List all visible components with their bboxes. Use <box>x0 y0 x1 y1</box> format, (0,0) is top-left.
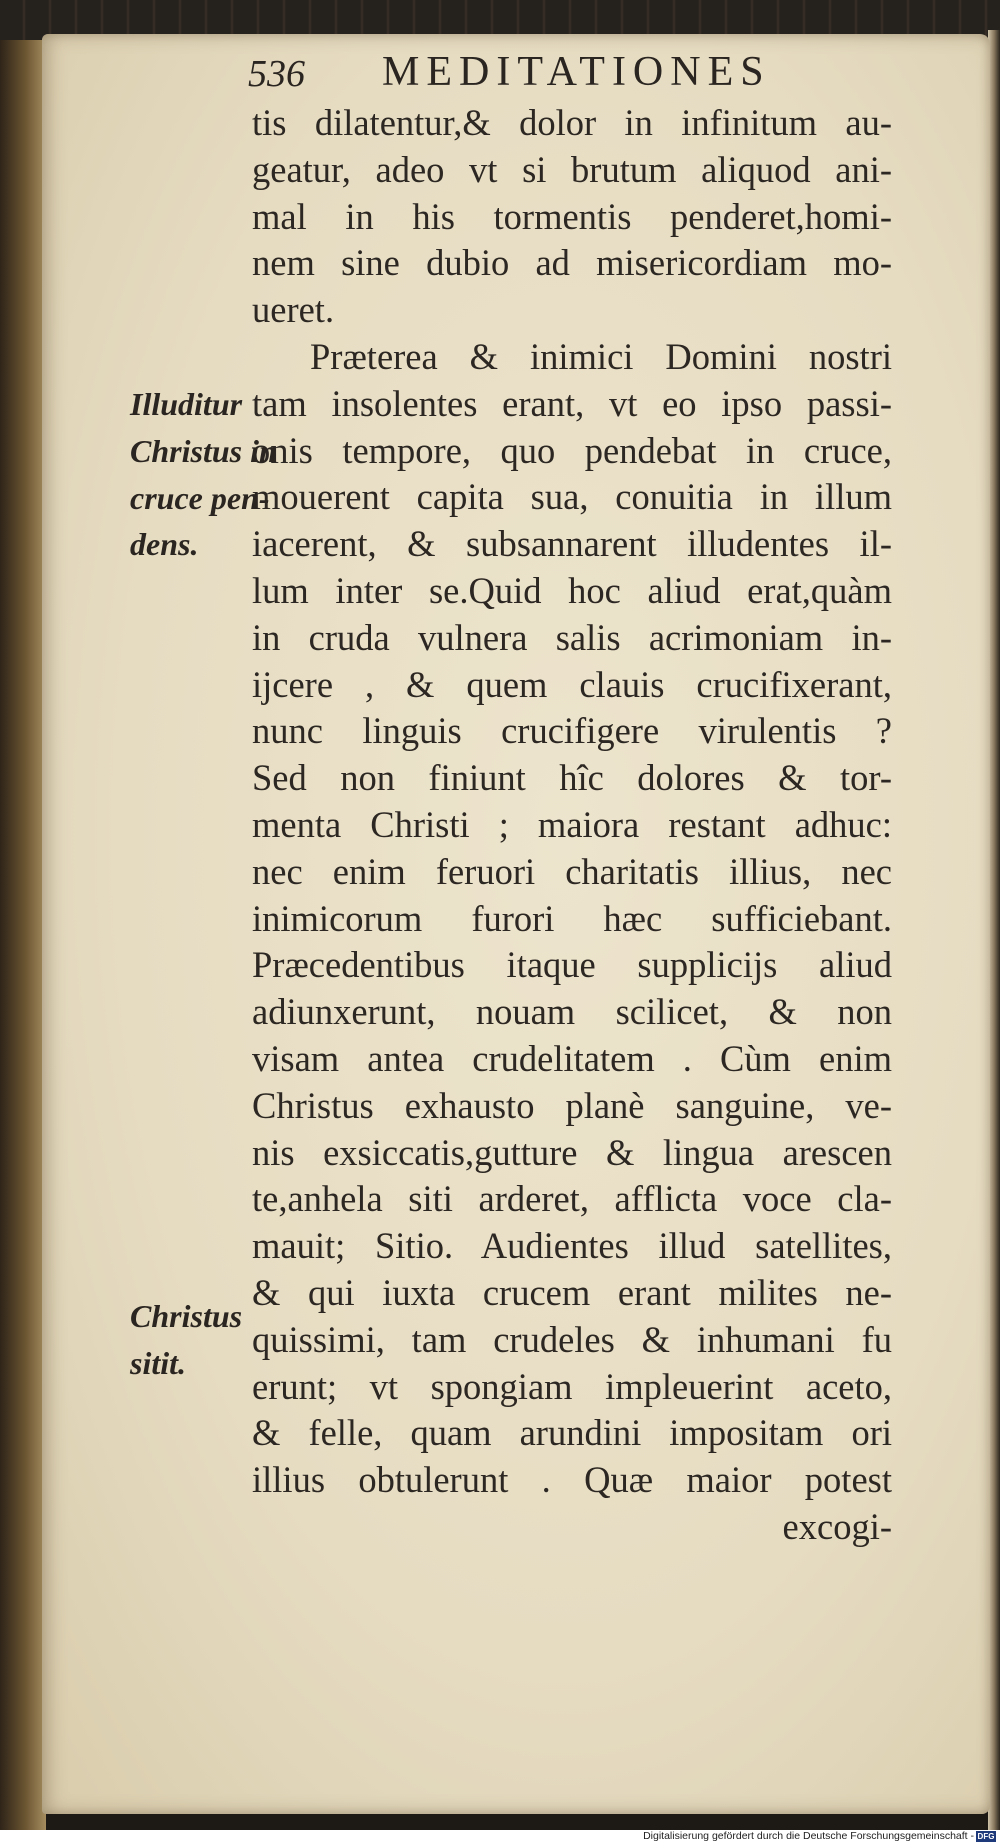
text-line: Christus exhausto planè sanguine, ve- <box>252 1084 892 1126</box>
text-line: in cruda vulnera salis acrimoniam in- <box>252 616 892 658</box>
marginal-line: sitit. <box>130 1344 187 1381</box>
text-line: Præterea & inimici Domini nostri <box>310 335 892 377</box>
page-number: 536 <box>248 53 305 95</box>
text-line: nis exsiccatis,gutture & lingua arescen <box>252 1131 892 1173</box>
marginal-note-thirst <box>130 1293 280 1387</box>
marginal-note-mockery <box>130 381 280 568</box>
text-line: nec enim feruori charitatis illius, nec <box>252 850 892 892</box>
text-line: tam insolentes erant, vt eo ipso passi- <box>252 382 892 424</box>
funding-credit: Digitalisierung gefördert durch die Deutsche Forschungsgemeinschaft - <box>643 1830 974 1842</box>
text-line: lum inter se.Quid hoc aliud erat,quàm <box>252 569 892 611</box>
text-line: erunt; vt spongiam impleuerint aceto, <box>252 1365 892 1407</box>
running-head: MEDITATIONES <box>382 49 771 95</box>
text-line: visam antea crudelitatem . Cùm enim <box>252 1037 892 1079</box>
dfg-logo: DFG <box>977 1832 995 1841</box>
catchword: excogi- <box>782 1505 892 1547</box>
text-line: & qui iuxta crucem erant milites ne- <box>252 1271 892 1313</box>
marginal-line: Illuditur <box>130 386 243 422</box>
marginal-line: Christus in <box>130 432 277 469</box>
marginal-line: dens. <box>130 526 199 563</box>
marginal-line: Christus <box>130 1298 243 1334</box>
text-line: adiunxerunt, nouam scilicet, & non <box>252 991 892 1033</box>
text-line: mouerent capita sua, conuitia in illum <box>252 476 892 518</box>
page-header <box>248 48 888 108</box>
text-line: onis tempore, quo pendebat in cruce, <box>252 429 892 471</box>
marginal-line: cruce pen- <box>130 479 270 516</box>
text-line: geatur, adeo vt si brutum aliquod ani- <box>252 148 892 190</box>
text-line: ueret. <box>252 289 335 331</box>
text-line: illius obtulerunt . Quæ maior potest <box>252 1459 892 1501</box>
text-line: Præcedentibus itaque supplicijs aliud <box>252 944 892 986</box>
text-line: mal in his tormentis penderet,homi- <box>252 195 892 237</box>
text-line: inimicorum furori hæc sufficiebant. <box>252 897 892 939</box>
text-line: quissimi, tam crudeles & inhumani fu <box>252 1318 892 1360</box>
text-line: te,anhela siti arderet, afflicta voce cla- <box>252 1178 892 1220</box>
body-text <box>252 100 892 1551</box>
text-line: tis dilatentur,& dolor in infinitum au- <box>252 102 892 143</box>
text-line: nem sine dubio ad misericordiam mo- <box>252 242 892 284</box>
text-line: iacerent, & subsannarent illudentes il- <box>252 523 892 565</box>
text-line: menta Christi ; maiora restant adhuc: <box>252 803 892 845</box>
text-line: ijcere , & quem clauis crucifixerant, <box>252 663 892 705</box>
book-spine <box>0 40 46 1830</box>
text-line: nunc linguis crucifigere virulentis ? <box>252 710 892 752</box>
text-line: mauit; Sitio. Audientes illud satellites, <box>252 1225 892 1267</box>
text-line: & felle, quam arundini impositam ori <box>252 1412 892 1454</box>
text-line: Sed non finiunt hîc dolores & tor- <box>252 757 892 799</box>
